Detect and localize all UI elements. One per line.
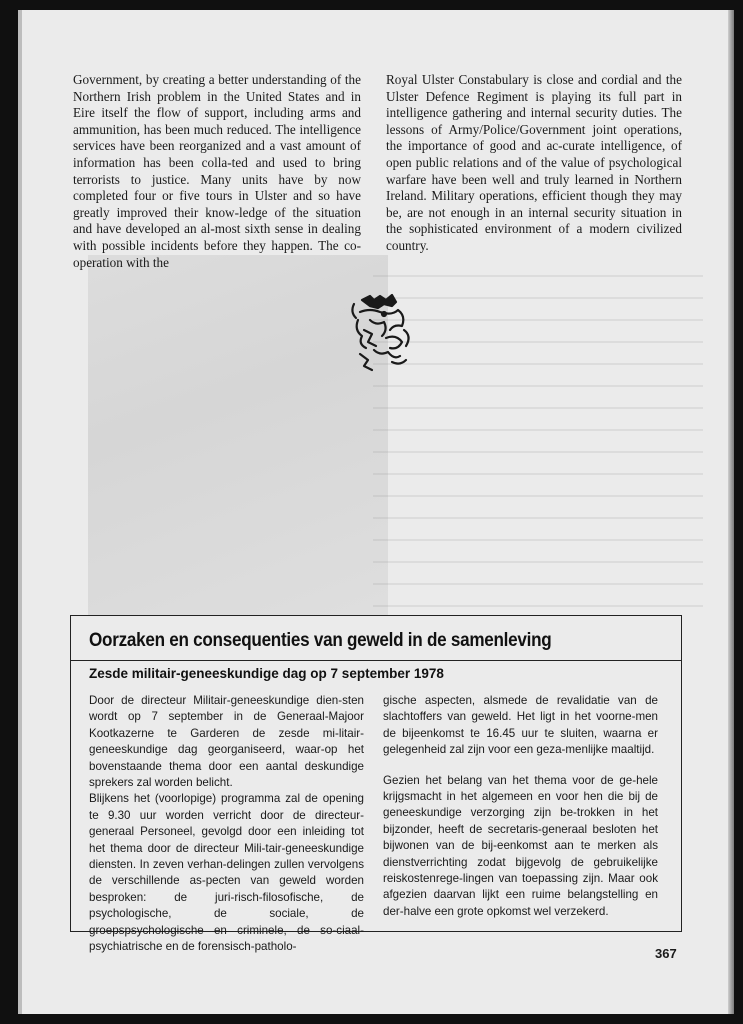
announcement-subtitle: Zesde militair-geneeskundige dag op 7 september 1978 [89, 666, 444, 681]
page-binding-edge [18, 10, 22, 1014]
announcement-left-column [89, 693, 364, 956]
announcement-right-paragraph-2: Gezien het belang van het thema voor de ge-hele krijgsmacht in het algemeen en voor hen die bij de geneeskundige verzorging zijn be-trokken in het bijzonder, heeft de secretaris-generaal besloten het bijwonen van de bij-eenkomst aan te merken als dienstverrichting zodat bijgevolg de gebruikelijke reiskostenrege-lingen van toepassing zijn. Maar ook afgezien daarvan lijkt een ruime belangstelling en der-halve een grote opkomst wel verzekerd. [383, 773, 658, 918]
article-right-column [386, 72, 682, 255]
article-left-column [73, 72, 361, 271]
announcement-title: Oorzaken en consequenties van geweld in de samenleving [89, 630, 552, 651]
lion-emblem-icon [340, 290, 420, 374]
article-right-text: Royal Ulster Constabulary is close and cordial and the Ulster Defence Regiment is playing its full part in intelligence gathering and internal security duties. The lessons of Army/Police/Government joint operations, the importance of good and ac-curate intelligence, of open public relations and of the value of psychological warfare have been well and truly learned in Northern Ireland. Military operations, efficient though they may be, are not enough in an internal security situation in the sophisticated environment of a modern civilized country. [386, 72, 682, 253]
document-page [18, 10, 728, 1014]
announcement-left-paragraph-1: Door de directeur Militair-geneeskundige dien-sten wordt op 7 september in de Generaal-Majoor Kootkazerne te Garderen de zesde mi-litair-geneeskundige dag georganiseerd, waar-op het bovenstaande thema door een aantal deskundige sprekers zal worden belicht. [89, 694, 364, 790]
page-number: 367 [655, 946, 677, 961]
article-left-text: Government, by creating a better understanding of the Northern Irish problem in the United States and in Eire itself the flow of support, including arms and ammunition, has been much reduced. The intelligence services have been reorganized and a vast amount of information has been colla-ted and used to bring terrorists to justice. Many units have by now completed four or five tours in Ulster and so have greatly improved their know-ledge of the situation and have developed an al-most sixth sense in dealing with possible incidents before they happen. The co-operation with the [73, 72, 361, 270]
announcement-right-column [383, 693, 658, 920]
show-through-text [373, 255, 703, 625]
announcement-left-paragraph-2: Blijkens het (voorlopige) programma zal de opening te 9.30 uur worden verricht door de directeur-generaal Personeel, gevolgd door een inleiding tot het thema door de directeur Mili-tair-geneeskundige diensten. In zeven verhan-delingen zullen vervolgens de verschillende as-pecten van geweld worden besproken: de juri-risch-filosofische, de psychologische, de sociale, de groepspsychologische en criminele, de so-ciaal-psychiatrische en de forensisch-patholo- [89, 792, 364, 954]
title-divider [71, 660, 681, 661]
announcement-right-paragraph-1: gische aspecten, alsmede de revalidatie van de slachtoffers van geweld. Het ligt in het voorne-men de bijeenkomst te 16.45 uur te sluiten, waarna er gelegenheid zal zijn voor een geza-menlijke maaltijd. [383, 694, 658, 757]
